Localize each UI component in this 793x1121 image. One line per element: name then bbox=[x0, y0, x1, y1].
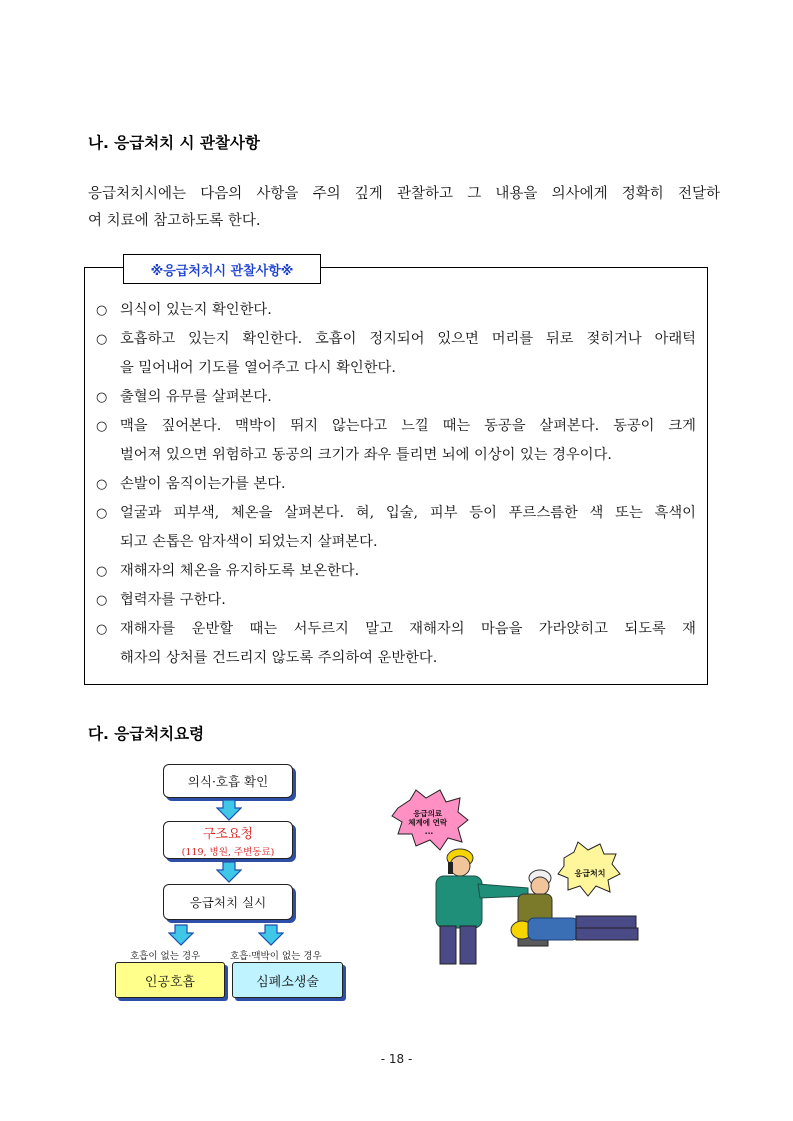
flow-step-first-aid bbox=[163, 884, 293, 920]
page-number: - 18 - bbox=[380, 1052, 413, 1066]
bullet-icon: ○ bbox=[96, 506, 108, 521]
bullet-icon: ○ bbox=[96, 390, 108, 405]
bullet-icon: ○ bbox=[96, 622, 108, 637]
observation-item-line-2: 해자의 상처를 건드리지 않도록 주의하여 운반한다. bbox=[120, 650, 438, 666]
bullet-icon: ○ bbox=[96, 477, 108, 492]
observation-item-line-1: 의식이 있는지 확인한다. bbox=[120, 302, 272, 318]
observation-item bbox=[96, 470, 696, 499]
flow-branch-cpr bbox=[232, 962, 343, 998]
observation-item-line-2: 을 밀어내어 기도를 열어주고 다시 확인한다. bbox=[120, 360, 396, 376]
observation-item bbox=[96, 325, 696, 383]
flow-step-2-label: 구조요청 bbox=[202, 826, 254, 842]
observation-item-line-1: 손발이 움직이는가를 본다. bbox=[120, 476, 286, 492]
flow-step-call-rescue bbox=[163, 821, 293, 859]
branch-right-caption: 호흡·맥박이 없는 경우 bbox=[230, 951, 322, 962]
observation-item-line-1: 협력자를 구한다. bbox=[120, 592, 226, 608]
branch-right-label: 심폐소생술 bbox=[256, 974, 319, 990]
observation-item bbox=[96, 412, 696, 470]
bullet-icon: ○ bbox=[96, 332, 108, 347]
observation-box-title-text: ※응급처치시 관찰사항※ bbox=[150, 263, 294, 279]
observation-item-line-1: 호흡하고 있는지 확인한다. 호흡이 정지되어 있으면 머리를 뒤로 젖히거나 아래턱 bbox=[120, 331, 696, 347]
bullet-icon: ○ bbox=[96, 564, 108, 579]
section-heading-observation: 나. 응급처치 시 관찰사항 bbox=[88, 134, 260, 152]
observation-item bbox=[96, 499, 696, 557]
observation-list bbox=[96, 296, 696, 673]
observation-item bbox=[96, 586, 696, 615]
intro-line-1: 응급처치시에는 다음의 사항을 주의 깊게 관찰하고 그 내용을 의사에게 정확히 전달하 bbox=[88, 186, 720, 202]
first-aid-illustration bbox=[388, 788, 658, 968]
branch-left-caption: 호흡이 없는 경우 bbox=[130, 951, 201, 962]
observation-item bbox=[96, 557, 696, 586]
observation-item bbox=[96, 383, 696, 412]
observation-box-title bbox=[123, 254, 321, 284]
section-heading-procedure: 다. 응급처치요령 bbox=[88, 725, 205, 743]
intro-paragraph bbox=[88, 181, 720, 235]
observation-item-line-2: 되고 손톱은 암자색이 되었는지 살펴본다. bbox=[120, 534, 378, 550]
flow-step-2-sublabel: (119, 병원, 주변동료) bbox=[181, 846, 275, 858]
bullet-icon: ○ bbox=[96, 419, 108, 434]
intro-line-2: 여 치료에 참고하도록 한다. bbox=[88, 213, 261, 229]
down-arrow-icon bbox=[258, 924, 284, 946]
branch-left-label: 인공호흡 bbox=[144, 974, 196, 990]
flow-step-check-consciousness bbox=[163, 764, 293, 798]
bullet-icon: ○ bbox=[96, 593, 108, 608]
worker-calling-figure bbox=[436, 849, 528, 964]
down-arrow-icon bbox=[168, 924, 194, 946]
observation-item-line-2: 벌어져 있으면 위험하고 동공의 크기가 좌우 틀리면 뇌에 이상이 있는 경우이다. bbox=[120, 447, 612, 463]
observation-item-line-1: 얼굴과 피부색, 체온을 살펴본다. 혀, 입술, 피부 등이 푸르스름한 색 또는 흑색이 bbox=[120, 505, 696, 521]
observation-item-line-1: 맥을 짚어본다. 맥박이 뛰지 않는다고 느낄 때는 동공을 살펴본다. 동공이 크게 bbox=[120, 418, 696, 434]
speech-burst-left-text: 응급의료 체계에 연락 ... bbox=[408, 809, 448, 836]
down-arrow-icon bbox=[216, 861, 242, 883]
down-arrow-icon bbox=[216, 799, 242, 821]
observation-item bbox=[96, 296, 696, 325]
flow-branch-artificial-respiration bbox=[115, 962, 225, 998]
flow-step-3-label: 응급처치 실시 bbox=[189, 895, 267, 910]
bullet-icon: ○ bbox=[96, 303, 108, 318]
flow-step-1-label: 의식·호흡 확인 bbox=[187, 774, 269, 789]
injured-worker-figure bbox=[511, 916, 638, 940]
observation-item bbox=[96, 615, 696, 673]
observation-item-line-1: 재해자를 운반할 때는 서두르지 말고 재해자의 마음을 가라앉히고 되도록 재 bbox=[120, 621, 696, 637]
observation-item-line-1: 재해자의 체온을 유지하도록 보온한다. bbox=[120, 563, 360, 579]
observation-item-line-1: 출혈의 유무를 살펴본다. bbox=[120, 389, 272, 405]
speech-burst-right-text: 응급처치 bbox=[574, 869, 606, 878]
